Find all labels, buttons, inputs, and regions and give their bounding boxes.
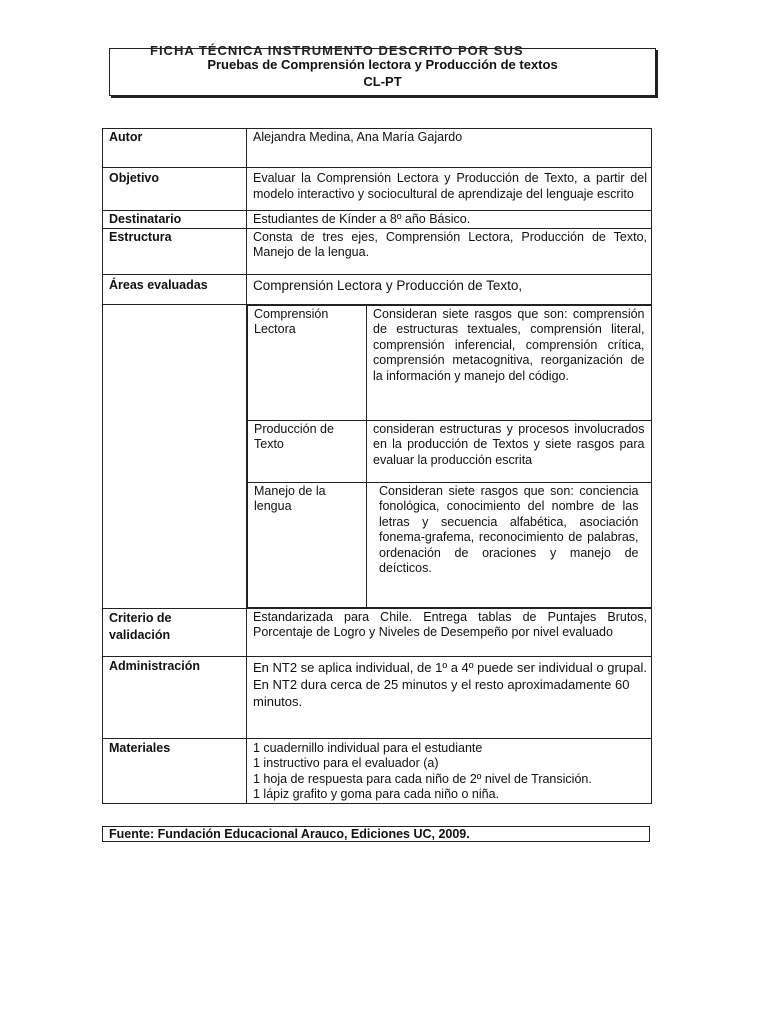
- row-estructura: [103, 228, 652, 274]
- source-label: Fuente: [109, 827, 150, 841]
- label-autor: Autor: [103, 129, 247, 168]
- value-criterio: Estandarizada para Chile. Entrega tablas de Puntajes Brutos, Porcentaje de Logro y Niveles de Desempeño por nivel evaluado: [247, 608, 652, 656]
- document-subtitle: CL-PT: [363, 74, 402, 89]
- label-objetivo: Objetivo: [103, 168, 247, 211]
- admin-line: En NT2 dura cerca de 25 minutos y el resto aproximadamente 60 minutos.: [253, 676, 630, 709]
- subarea-name: Manejo de la lengua: [248, 482, 367, 607]
- label-criterio-line2: validación: [109, 627, 171, 642]
- label-administracion: Administración: [103, 656, 247, 738]
- subareas-cell: [247, 304, 652, 608]
- source-box: [102, 826, 650, 842]
- title-box: [109, 48, 656, 96]
- row-autor: [103, 129, 652, 168]
- instrument-table: [102, 128, 652, 804]
- subarea-desc: Consideran siete rasgos que son: conciencia fonológica, conocimiento del nombre de las letras y secuencia alfabética, asociación fonema-grafema, reconocimiento de palabras, ordenación de oraciones y manejo de deícticos.: [367, 482, 652, 607]
- subarea-name: Producción de Texto: [248, 420, 367, 482]
- row-materiales: [103, 738, 652, 803]
- material-item: 1 instructivo para el evaluador (a): [253, 756, 439, 770]
- value-autor: Alejandra Medina, Ana María Gajardo: [247, 129, 652, 168]
- subareas-table: [247, 305, 652, 608]
- cropped-heading: FICHA TÉCNICA INSTRUMENTO DESCRITO POR SUS: [150, 43, 524, 58]
- value-materiales: [247, 738, 652, 803]
- value-objetivo: Evaluar la Comprensión Lectora y Producción de Texto, a partir del modelo interactivo y sociocultural de aprendizaje del lenguaje escrito: [247, 168, 652, 211]
- subarea-desc: consideran estructuras y procesos involucrados en la producción de Textos y siete rasgos para evaluar la producción escrita: [367, 420, 652, 482]
- material-item: 1 cuadernillo individual para el estudiante: [253, 740, 483, 755]
- label-criterio-line1: Criterio de: [109, 610, 172, 625]
- subarea-row: [248, 305, 652, 420]
- label-destinatario: Destinatario: [103, 211, 247, 229]
- document-title: Pruebas de Comprensión lectora y Producción de textos: [207, 57, 558, 72]
- admin-line: En NT2 se aplica individual, de 1º a 4º puede ser individual o grupal.: [253, 659, 647, 675]
- row-areas: [103, 274, 652, 304]
- label-criterio: [103, 608, 247, 656]
- source-value: : Fundación Educacional Arauco, Ediciones UC, 2009.: [149, 827, 470, 841]
- material-item: 1 hoja de respuesta para cada niño de 2º nivel de Transición.: [253, 771, 592, 786]
- row-objetivo: [103, 168, 652, 211]
- row-criterio: [103, 608, 652, 656]
- subarea-name: Comprensión Lectora: [248, 305, 367, 420]
- value-destinatario: Estudiantes de Kínder a 8º año Básico.: [247, 211, 652, 229]
- label-areas: Áreas evaluadas: [103, 274, 247, 304]
- value-estructura: Consta de tres ejes, Comprensión Lectora, Producción de Texto, Manejo de la lengua.: [247, 228, 652, 274]
- label-materiales: Materiales: [103, 738, 247, 803]
- material-item: 1 lápiz grafito y goma para cada niño o niña.: [253, 787, 499, 801]
- row-destinatario: [103, 211, 652, 229]
- subarea-row: [248, 482, 652, 607]
- empty-label-cell: [103, 304, 247, 608]
- value-areas: Comprensión Lectora y Producción de Texto,: [247, 274, 652, 304]
- row-subareas: [103, 304, 652, 608]
- value-administracion: [247, 656, 652, 738]
- subarea-row: [248, 420, 652, 482]
- subarea-desc: Consideran siete rasgos que son: comprensión de estructuras textuales, comprensión literal, comprensión inferencial, comprensión crítica, comprensión metacognitiva, reorganización de la información y manejo del código.: [367, 305, 652, 420]
- label-estructura: Estructura: [103, 228, 247, 274]
- row-administracion: [103, 656, 652, 738]
